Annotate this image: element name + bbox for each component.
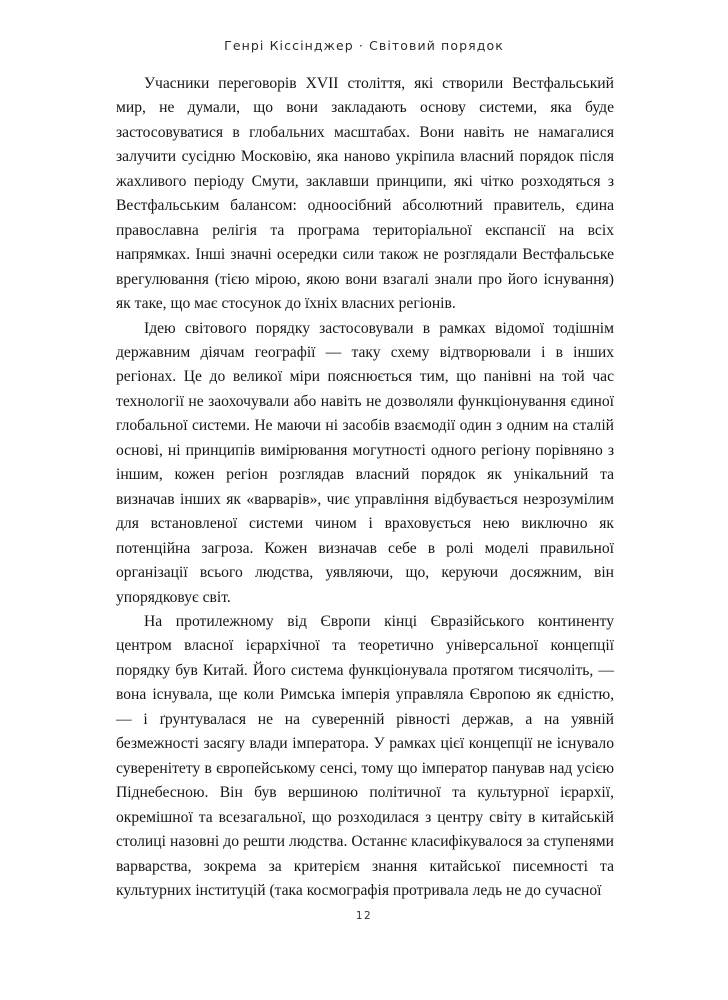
paragraph: На протилежному від Європи кінці Євразійського континенту центром власної ієрархічної та теоретично універсальної концепції порядку був Китай. Його система функціонувала протягом тисячоліть, — вона існувала, ще коли Римська імперія управляла Європою як єдністю, — і ґрунтувалася не на суверенній рівності держав, а на уявній безмежності засягу влади імператора. У рамках цієї концепції не існувало суверенітету в європейському сенсі, тому що імператор панував над усією Піднебесною. Він був вершиною політичної та культурної ієрархії, окремішної та всезагальної, що розходилася з центру світу в китайській столиці назовні до решти людства. Останнє класифікувалося за ступенями варварства, зокрема за критерієм знання китайської писемності та культурних інституцій (така космографія протривала ледь не до сучасної <box>116 612 614 899</box>
page-number: 12 <box>355 910 373 922</box>
body-text <box>116 72 614 903</box>
paragraph: Учасники переговорів XVII століття, які створили Вестфальський мир, не думали, що вони закладають основу системи, яка буде застосовуватися в глобальних масштабах. Вони навіть не намагалися залучити сусідню Московію, яка наново укріпила власний порядок після жахливого періоду Смути, заклавши принципи, які чітко розходяться з Вестфальським балансом: одноосібний абсолютний правитель, єдина православна релігія та програма територіальної експансії на всіх напрямках. Інші значні осередки сили також не розглядали Вестфальське врегулювання (тією мірою, якою вони взагалі знали про його існування) як таке, що має стосунок до їхніх власних регіонів. <box>116 75 614 313</box>
paragraph: Ідею світового порядку застосовували в рамках відомої тодішнім державним діячам географії — таку схему відтворювали і в інших регіонах. Це до великої міри пояснюється тим, що панівні на той час технології не заохочували або навіть не дозволяли функціонування єдиної глобальної системи. Не маючи ні засобів взаємодії один з одним на сталій основі, ні принципів вимірювання могутності одного регіону порівняно з іншим, кожен регіон розглядав власний порядок як унікальний та визначав інших як «варварів», чиє управління відбувається незрозумілим для встановленої системи чином і враховується нею виключно як потенційна загроза. Кожен визначав себе в ролі моделі правильної організації всього людства, уявляючи, що, керуючи досяжним, він упорядковує світ. <box>116 319 614 606</box>
running-head: Генрі Кіссінджер · Світовий порядок <box>224 38 504 53</box>
